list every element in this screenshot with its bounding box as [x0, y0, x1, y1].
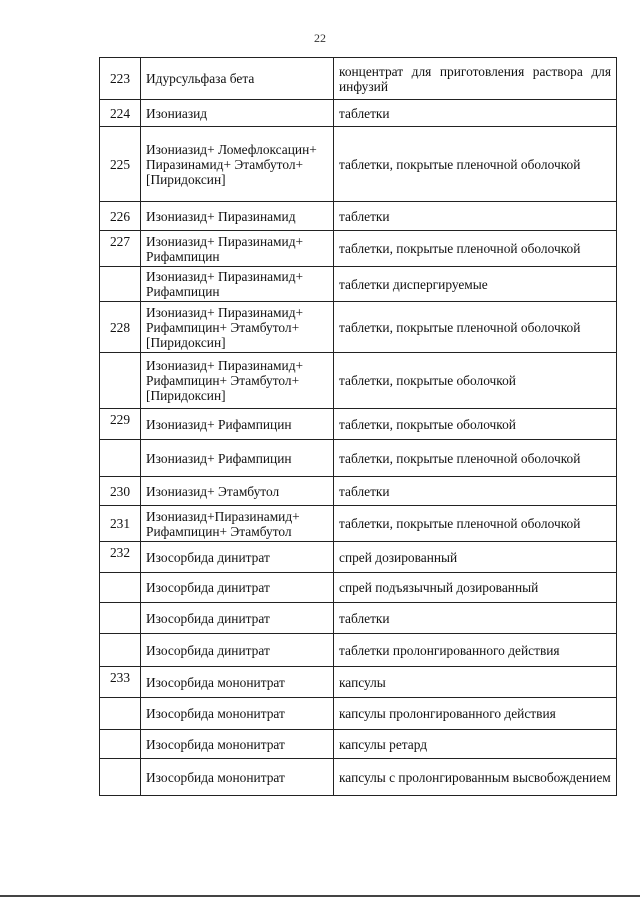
dosage-form: таблетки, покрытые пленочной оболочкой: [334, 127, 617, 202]
row-number: [100, 730, 141, 759]
dosage-form: спрей подъязычный дозированный: [334, 573, 617, 603]
dosage-form: таблетки, покрытые пленочной оболочкой: [334, 302, 617, 353]
table-row: [100, 603, 617, 634]
table-row: [100, 100, 617, 127]
row-number: 224: [100, 100, 141, 127]
dosage-form: таблетки: [334, 202, 617, 231]
drug-name: Изониазид+ Пиразинамид+ Рифампицин: [141, 267, 334, 302]
drug-name: Изониазид+ Пиразинамид+ Рифампицин+ Этамбутол+ [Пиридоксин]: [141, 302, 334, 353]
dosage-form: капсулы ретард: [334, 730, 617, 759]
page-number: 22: [314, 31, 326, 45]
drug-name: Изониазид+ Рифампицин: [141, 409, 334, 440]
row-number: 223: [100, 58, 141, 100]
table-row: [100, 759, 617, 796]
dosage-form: концентрат для приготовления раствора для инфузий: [334, 58, 617, 100]
row-number: 229: [100, 409, 141, 440]
dosage-form: таблетки: [334, 477, 617, 506]
row-number: [100, 634, 141, 667]
row-number: 225: [100, 127, 141, 202]
table-row: [100, 202, 617, 231]
row-number: [100, 267, 141, 302]
drug-name: Идурсульфаза бета: [141, 58, 334, 100]
drug-name: Изониазид+ Рифампицин: [141, 440, 334, 477]
table-row: [100, 440, 617, 477]
dosage-form: таблетки пролонгированного действия: [334, 634, 617, 667]
drug-name: Изосорбида динитрат: [141, 542, 334, 573]
drug-name: Изониазид: [141, 100, 334, 127]
row-number: 232: [100, 542, 141, 573]
dosage-form: капсулы пролонгированного действия: [334, 698, 617, 730]
dosage-form: таблетки, покрытые оболочкой: [334, 409, 617, 440]
drug-name: Изосорбида мононитрат: [141, 730, 334, 759]
table-row: [100, 58, 617, 100]
table-row: [100, 634, 617, 667]
table-row: [100, 127, 617, 202]
drug-name: Изониазид+ Пиразинамид: [141, 202, 334, 231]
row-number: 231: [100, 506, 141, 542]
row-number: 226: [100, 202, 141, 231]
table-row: [100, 231, 617, 267]
table-row: [100, 506, 617, 542]
row-number: 233: [100, 667, 141, 698]
drug-name: Изосорбида динитрат: [141, 573, 334, 603]
drug-name: Изониазид+ Пиразинамид+ Рифампицин+ Этамбутол+ [Пиридоксин]: [141, 353, 334, 409]
table-row: [100, 409, 617, 440]
drug-name: Изониазид+ Ломефлоксацин+ Пиразинамид+ Этамбутол+ [Пиридоксин]: [141, 127, 334, 202]
table-row: [100, 730, 617, 759]
page-bottom-divider: [0, 895, 640, 897]
drug-name: Изосорбида динитрат: [141, 603, 334, 634]
table-row: [100, 573, 617, 603]
drug-name: Изосорбида динитрат: [141, 634, 334, 667]
dosage-form: капсулы с пролонгированным высвобождением: [334, 759, 617, 796]
table-row: [100, 302, 617, 353]
row-number: 228: [100, 302, 141, 353]
table-row: [100, 353, 617, 409]
table-row: [100, 698, 617, 730]
dosage-form: таблетки, покрытые пленочной оболочкой: [334, 506, 617, 542]
row-number: 230: [100, 477, 141, 506]
drug-name: Изосорбида мононитрат: [141, 667, 334, 698]
dosage-form: таблетки, покрытые пленочной оболочкой: [334, 440, 617, 477]
row-number: [100, 440, 141, 477]
dosage-form: таблетки: [334, 603, 617, 634]
drug-table: [99, 57, 617, 796]
table-row: [100, 267, 617, 302]
row-number: 227: [100, 231, 141, 267]
table-row: [100, 477, 617, 506]
row-number: [100, 353, 141, 409]
row-number: [100, 698, 141, 730]
drug-name: Изониазид+Пиразинамид+ Рифампицин+ Этамбутол: [141, 506, 334, 542]
row-number: [100, 759, 141, 796]
dosage-form: таблетки, покрытые оболочкой: [334, 353, 617, 409]
dosage-form: таблетки: [334, 100, 617, 127]
row-number: [100, 573, 141, 603]
row-number: [100, 603, 141, 634]
dosage-form: спрей дозированный: [334, 542, 617, 573]
dosage-form: таблетки диспергируемые: [334, 267, 617, 302]
dosage-form: капсулы: [334, 667, 617, 698]
drug-name: Изосорбида мононитрат: [141, 759, 334, 796]
drug-name: Изосорбида мононитрат: [141, 698, 334, 730]
table-row: [100, 542, 617, 573]
table-row: [100, 667, 617, 698]
drug-name: Изониазид+ Пиразинамид+ Рифампицин: [141, 231, 334, 267]
drug-name: Изониазид+ Этамбутол: [141, 477, 334, 506]
dosage-form: таблетки, покрытые пленочной оболочкой: [334, 231, 617, 267]
